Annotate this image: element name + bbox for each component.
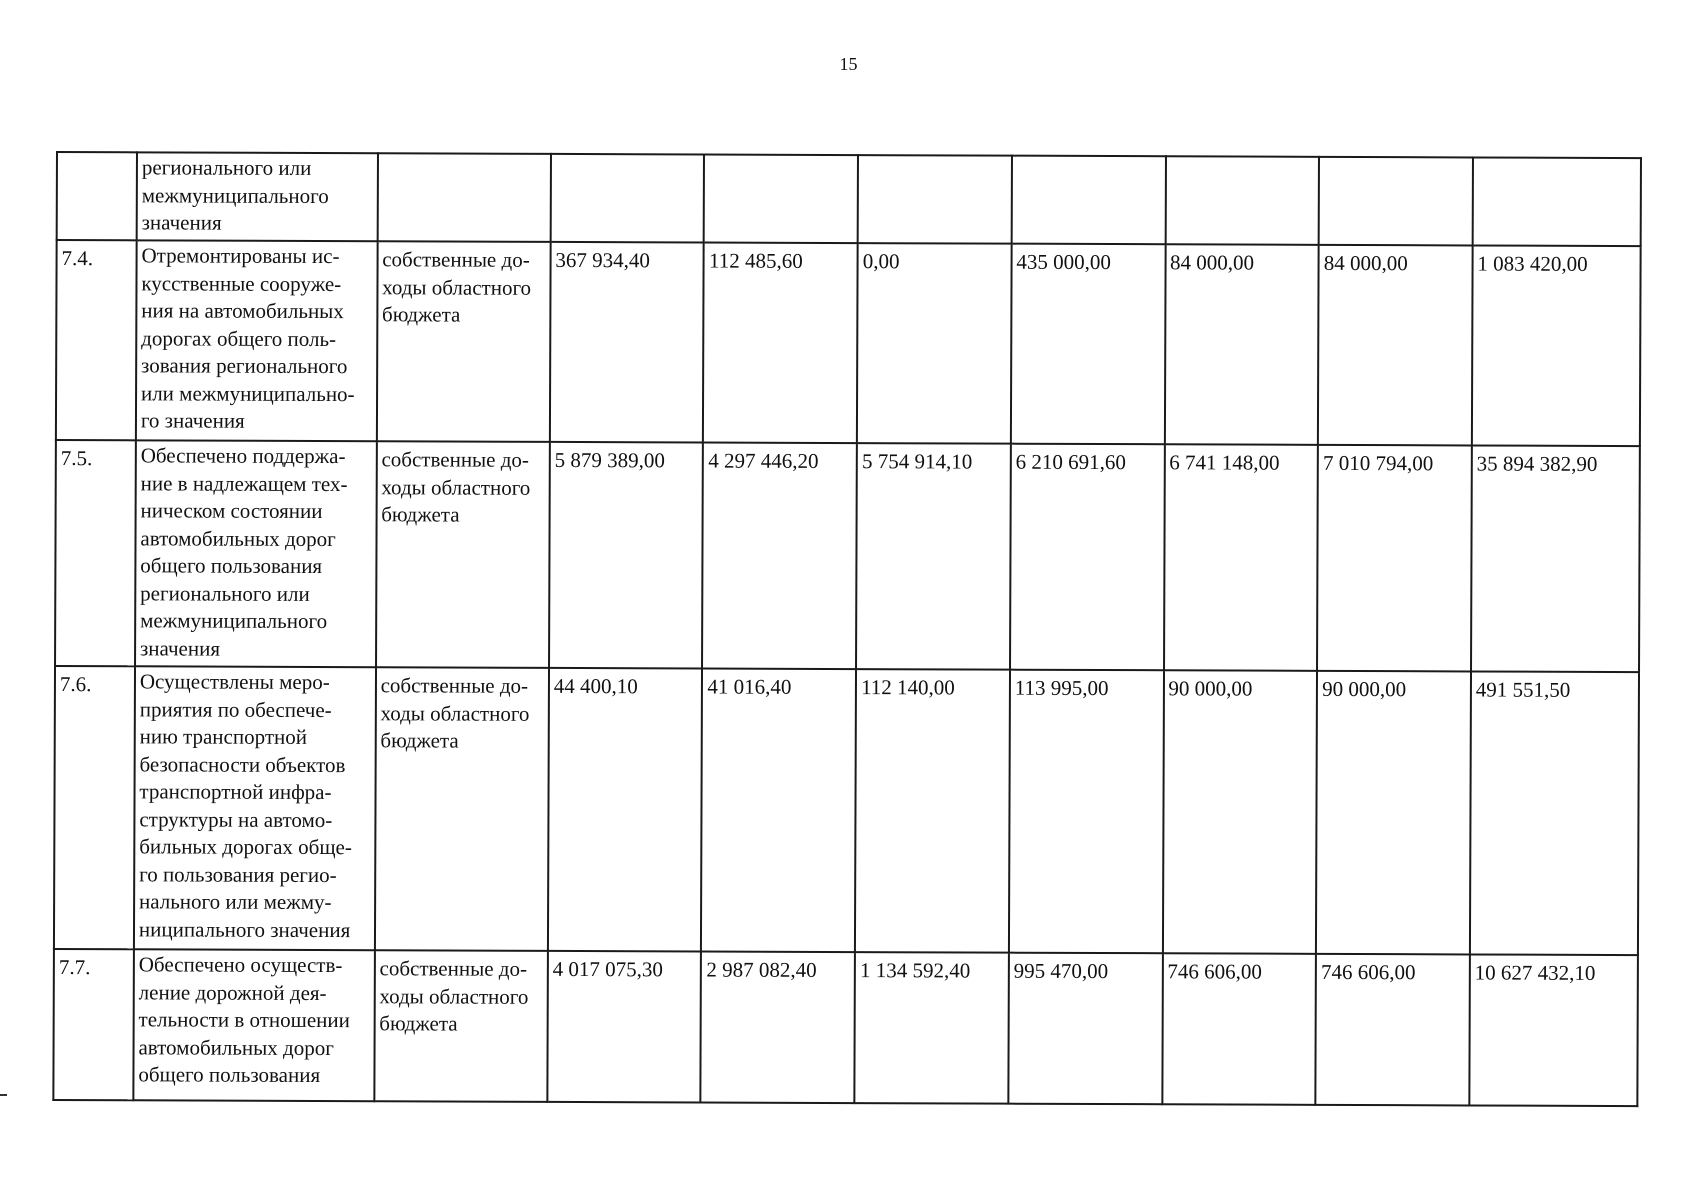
row-funding-source-cell xyxy=(375,667,549,951)
funding-source-line: собственные до- xyxy=(381,447,529,472)
row-name-cell xyxy=(135,440,377,667)
funding-source-line: собственные до- xyxy=(379,956,528,981)
row-name-cell xyxy=(134,666,376,950)
funding-source-line: ходы областного xyxy=(379,983,529,1009)
name-line: общего пользования xyxy=(140,553,323,579)
row-funding-source-cell xyxy=(376,441,550,668)
name-line: межмуниципального xyxy=(141,182,329,208)
row-name-cell xyxy=(136,240,378,441)
row-code-cell: 7.5. xyxy=(55,440,136,666)
name-line: значения xyxy=(141,210,222,235)
row-amount-cell: 746 606,00 xyxy=(1316,954,1470,1106)
funding-source-line: собственные до- xyxy=(382,247,530,272)
budget-table xyxy=(52,151,1642,1107)
name-line: автомобильных дорог xyxy=(138,1034,334,1060)
row-amount-cell: 6 210 691,60 xyxy=(1010,444,1165,671)
row-amount-cell: 1 134 592,40 xyxy=(855,952,1009,1104)
name-line: автомобильных дорог xyxy=(140,525,336,551)
funding-source-line: собственные до- xyxy=(380,673,529,698)
name-line: го пользования регио- xyxy=(139,861,337,887)
row-name-cell xyxy=(133,949,374,1101)
row-amount-cell: 90 000,00 xyxy=(1162,670,1317,954)
name-line: го значения xyxy=(140,408,245,433)
page-number: 15 xyxy=(839,54,858,74)
name-line: Обеспечено поддержа- xyxy=(140,443,346,469)
name-line: Осуществлены меро- xyxy=(139,669,330,695)
row-amount-cell: 41 016,40 xyxy=(701,668,856,952)
row-amount-cell xyxy=(858,155,1012,244)
name-line: структуры на автомо- xyxy=(139,806,333,832)
name-line: кусственные сооруже- xyxy=(141,270,342,296)
name-line: бильных дорогах обще- xyxy=(139,834,352,860)
row-amount-cell: 84 000,00 xyxy=(1318,245,1472,446)
name-line: ническом состоянии xyxy=(140,498,323,524)
name-line: ниципального значения xyxy=(138,916,351,942)
row-code-cell: 7.4. xyxy=(56,240,137,440)
funding-source-line: бюджета xyxy=(380,728,459,753)
table-row xyxy=(55,440,1640,672)
row-amount-cell: 0,00 xyxy=(857,243,1011,444)
name-line: регионального или xyxy=(140,580,310,606)
row-amount-cell: 746 606,00 xyxy=(1162,953,1316,1105)
funding-source-line: ходы областного xyxy=(380,700,530,726)
name-line: безопасности объектов xyxy=(139,751,346,777)
row-amount-cell: 995 470,00 xyxy=(1008,953,1162,1105)
name-line: тельности в отношении xyxy=(138,1007,350,1033)
table-body xyxy=(53,152,1641,1106)
row-amount-cell: 5 754 914,10 xyxy=(856,443,1011,670)
row-name-cell xyxy=(137,152,378,241)
row-amount-cell: 113 995,00 xyxy=(1009,670,1164,954)
row-code-cell: 7.6. xyxy=(54,666,135,949)
row-amount-cell: 90 000,00 xyxy=(1316,671,1471,955)
row-total-cell: 10 627 432,10 xyxy=(1469,954,1638,1106)
name-line: приятия по обеспече- xyxy=(139,696,332,722)
name-line: зования регионального xyxy=(141,353,348,379)
row-amount-cell: 112 140,00 xyxy=(855,669,1010,953)
funding-source-line: бюджета xyxy=(381,502,460,527)
row-amount-cell: 2 987 082,40 xyxy=(701,951,855,1103)
row-amount-cell xyxy=(1011,156,1165,245)
name-line: транспортной инфра- xyxy=(139,779,332,805)
row-amount-cell: 367 934,40 xyxy=(550,242,704,443)
name-line: Отремонтированы ис- xyxy=(141,243,340,269)
table-row xyxy=(57,152,1641,246)
row-amount-cell xyxy=(1165,156,1319,245)
row-funding-source-cell xyxy=(377,153,550,242)
row-amount-cell: 4 017 075,30 xyxy=(547,951,701,1103)
funding-source-line: бюджета xyxy=(382,302,461,327)
row-amount-cell xyxy=(550,154,704,243)
row-amount-cell: 6 741 148,00 xyxy=(1164,444,1319,671)
margin-mark xyxy=(0,1094,7,1096)
row-amount-cell: 112 485,60 xyxy=(703,242,857,443)
funding-source-line: ходы областного xyxy=(381,474,531,500)
name-line: нию транспортной xyxy=(139,724,308,749)
name-line: межмуниципального xyxy=(140,608,328,634)
row-amount-cell: 44 400,10 xyxy=(548,668,703,952)
table-row xyxy=(53,949,1638,1106)
name-line: общего пользования xyxy=(138,1062,321,1088)
name-line: нального или межму- xyxy=(138,889,332,915)
name-line: значения xyxy=(139,635,221,661)
name-line: дорогах общего поль- xyxy=(141,325,337,351)
row-total-cell: 491 551,50 xyxy=(1470,671,1639,955)
row-amount-cell: 435 000,00 xyxy=(1011,244,1165,445)
name-line: регионального или xyxy=(141,155,312,180)
row-amount-cell: 84 000,00 xyxy=(1164,244,1318,445)
table-row xyxy=(54,666,1639,955)
name-line: ние в надлежащем тех- xyxy=(140,470,348,496)
row-amount-cell xyxy=(704,154,858,243)
name-line: Обеспечено осуществ- xyxy=(138,952,343,978)
row-amount-cell xyxy=(1319,157,1473,246)
row-total-cell: 35 894 382,90 xyxy=(1471,445,1640,672)
row-amount-cell: 4 297 446,20 xyxy=(703,442,858,669)
row-amount-cell: 5 879 389,00 xyxy=(549,442,704,669)
row-funding-source-cell xyxy=(374,950,548,1102)
funding-source-line: бюджета xyxy=(379,1011,458,1036)
row-total-cell xyxy=(1472,157,1640,246)
row-code-cell xyxy=(57,152,137,240)
row-total-cell: 1 083 420,00 xyxy=(1472,245,1641,446)
row-code-cell: 7.7. xyxy=(53,949,133,1100)
row-funding-source-cell xyxy=(377,241,551,442)
row-amount-cell: 7 010 794,00 xyxy=(1317,445,1472,672)
name-line: или межмуниципально- xyxy=(140,380,355,406)
name-line: ление дорожной дея- xyxy=(138,979,327,1005)
funding-source-line: ходы областного xyxy=(382,274,532,300)
name-line: ния на автомобильных xyxy=(141,298,344,324)
table-row xyxy=(56,240,1641,446)
